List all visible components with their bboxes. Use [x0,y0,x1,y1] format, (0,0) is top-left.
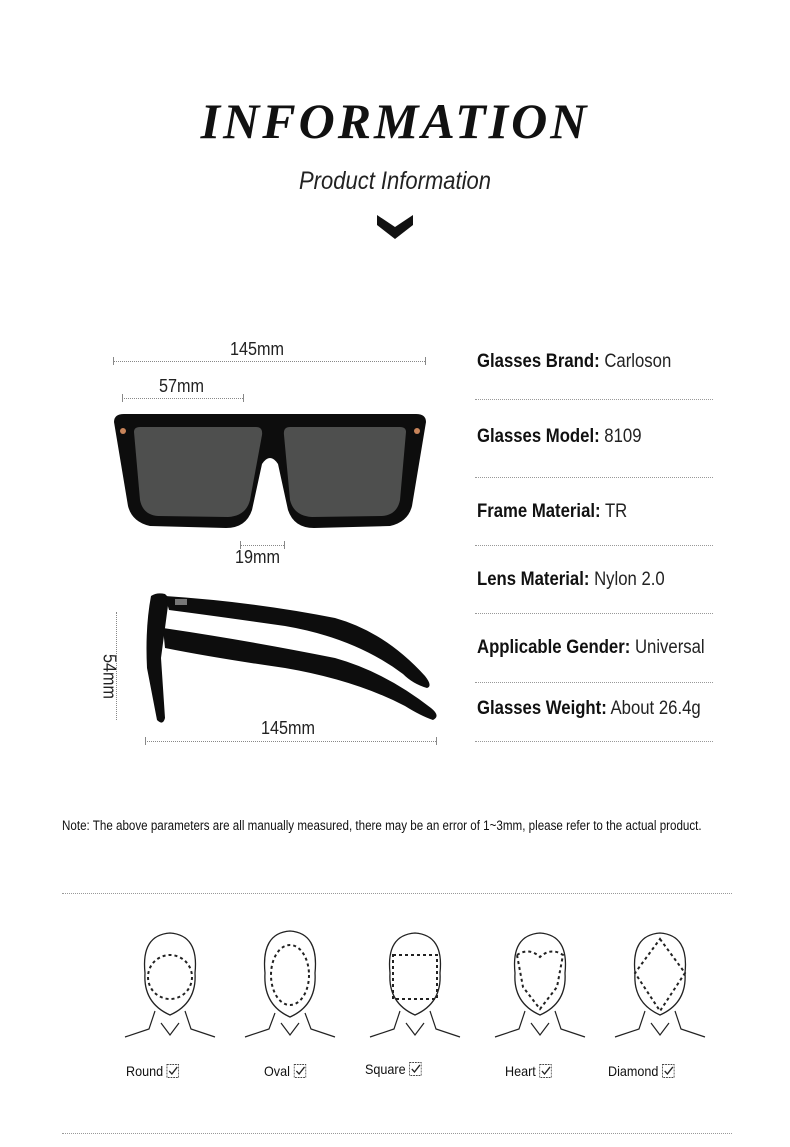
dim-tick [243,394,244,402]
checkbox-checked-icon [167,1064,180,1078]
lens-width-label: 57mm [159,376,205,396]
square-face-icon [360,925,470,1040]
divider [475,682,713,683]
divider [475,545,713,546]
spec-model [477,426,688,448]
diamond-face-icon [605,925,715,1040]
face-shape-label: Heart [505,1063,536,1079]
page-subtitle: Product Information [298,167,491,195]
spec-brand [477,351,688,373]
round-face-icon [115,925,225,1040]
spec-value: About 26.4g [610,698,701,719]
lens-width-line [122,398,243,399]
glasses-side-view [135,588,445,733]
spec-weight [477,698,701,720]
chevron-down-icon [377,213,413,239]
checkbox-checked-icon [409,1062,422,1076]
face-shape-heart [505,1063,552,1079]
lens-height-line [116,612,117,720]
checkbox-checked-icon [662,1064,675,1078]
page-title: INFORMATION [200,93,590,149]
total-width-line [113,361,425,362]
dim-tick [425,357,426,365]
temple-length-label: 145mm [261,718,316,738]
spec-label: Applicable Gender: [477,637,631,658]
heart-face-icon [485,925,595,1040]
bridge-width-label: 19mm [235,547,281,567]
checkbox-checked-icon [539,1064,552,1078]
spec-value: Universal [634,637,705,658]
spec-label: Glasses Weight: [477,698,607,719]
spec-lens-material [477,569,688,591]
spec-value: TR [604,501,628,522]
divider [62,893,732,894]
divider [475,399,713,400]
oval-face-icon [235,925,345,1040]
face-shape-label: Diamond [608,1063,659,1079]
spec-value: Carloson [604,351,672,372]
spec-label: Glasses Brand: [477,351,600,372]
face-shape-label: Square [365,1061,406,1077]
dim-tick [284,541,285,549]
dim-tick [436,737,437,745]
spec-gender [477,637,705,659]
lens-height-label: 54mm [99,653,120,700]
divider [62,1133,732,1134]
measurement-note: Note: The above parameters are all manually measured, there may be an error of 1~3mm, please refer to the actual product. [62,818,702,833]
face-shape-diamond [608,1063,675,1079]
temple-length-line [145,741,436,742]
face-shape-label: Round [126,1063,164,1079]
bridge-width-line [240,545,284,546]
dim-tick [122,394,123,402]
divider [475,741,713,742]
spec-frame-material [477,501,688,523]
face-shape-label: Oval [264,1063,290,1079]
spec-label: Lens Material: [477,569,590,590]
face-shape-round [126,1063,179,1079]
face-shape-square [365,1061,422,1077]
spec-label: Frame Material: [477,501,601,522]
dim-tick [113,357,114,365]
total-width-label: 145mm [230,339,285,359]
divider [475,613,713,614]
dim-tick [145,737,146,745]
spec-value: Nylon 2.0 [594,569,665,590]
glasses-front-view [110,410,430,535]
checkbox-checked-icon [294,1064,307,1078]
spec-value: 8109 [604,426,642,447]
spec-label: Glasses Model: [477,426,600,447]
face-shape-oval [264,1063,306,1079]
divider [475,477,713,478]
